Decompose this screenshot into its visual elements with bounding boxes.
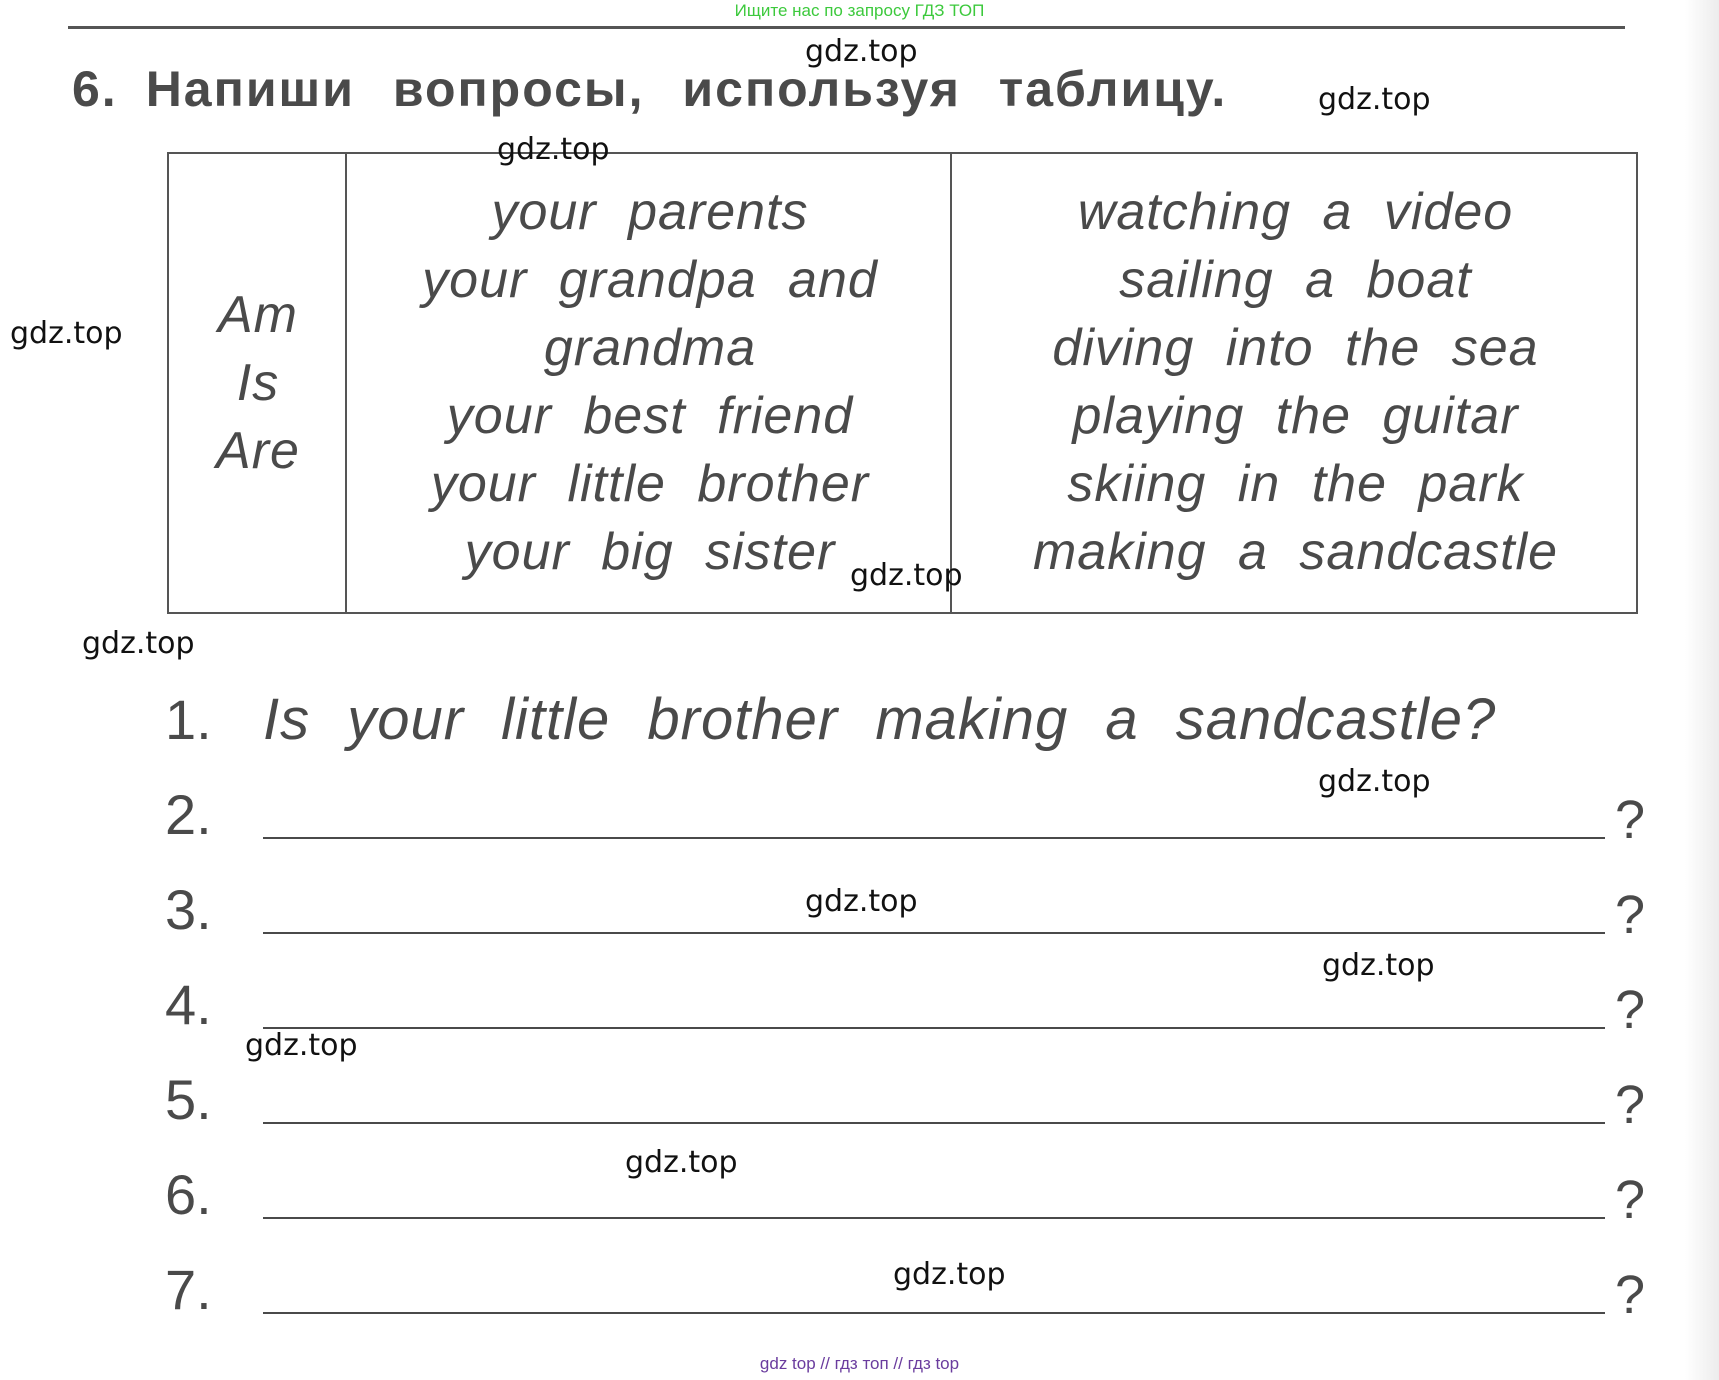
verb-cell: Am — [218, 286, 298, 344]
search-banner[interactable]: Ищите нас по запросу ГДЗ ТОП — [734, 1, 985, 20]
subject-cell: your little brother — [430, 455, 870, 513]
answer-number: 4. — [165, 973, 212, 1036]
verbs-column — [169, 154, 347, 612]
page-edge-shadow — [1685, 0, 1719, 1380]
answer-line[interactable] — [263, 837, 1605, 839]
question-mark: ? — [1614, 1075, 1645, 1135]
subject-cell: your parents — [491, 183, 809, 241]
watermark: gdz.top — [82, 626, 195, 661]
subject-cell: your grandpa and — [422, 251, 878, 309]
answer-line[interactable] — [263, 932, 1605, 934]
action-cell: watching a video — [1077, 183, 1514, 241]
verb-cell: Is — [236, 354, 280, 412]
subject-cell: your best friend — [446, 387, 854, 445]
answer-line[interactable] — [263, 1312, 1605, 1314]
answer-number: 1. — [165, 688, 212, 751]
verb-cell: Are — [216, 422, 300, 480]
answer-number: 3. — [165, 878, 212, 941]
watermark: gdz.top — [1322, 948, 1435, 983]
exercise-heading — [72, 60, 1227, 118]
answer-number: 7. — [165, 1258, 212, 1321]
answer-number: 5. — [165, 1068, 212, 1131]
action-cell: sailing a boat — [1119, 251, 1472, 309]
watermark: gdz.top — [893, 1257, 1006, 1292]
question-mark: ? — [1614, 1265, 1645, 1325]
subject-cell: grandma — [543, 319, 757, 377]
answer-number: 2. — [165, 783, 212, 846]
watermark: gdz.top — [497, 132, 610, 167]
answer-line[interactable] — [263, 1217, 1605, 1219]
watermark: gdz.top — [805, 884, 918, 919]
answer-line[interactable] — [263, 1122, 1605, 1124]
watermark: gdz.top — [850, 558, 963, 593]
action-cell: making a sandcastle — [1032, 523, 1559, 581]
exercise-number: 6. — [72, 61, 118, 117]
answer-row[interactable] — [165, 1040, 1645, 1135]
subject-cell: your big sister — [464, 523, 836, 581]
question-mark: ? — [1614, 790, 1645, 850]
question-mark: ? — [1614, 1170, 1645, 1230]
answer-line[interactable] — [263, 1027, 1605, 1029]
question-mark: ? — [1614, 980, 1645, 1040]
watermark: gdz.top — [625, 1145, 738, 1180]
watermark: gdz.top — [10, 316, 123, 351]
answer-row-sample — [165, 660, 1645, 750]
action-cell: diving into the sea — [1052, 319, 1539, 377]
footer-links[interactable]: gdz top // гдз топ // гдз top — [759, 1354, 960, 1373]
actions-column — [953, 154, 1638, 612]
subjects-column — [349, 154, 951, 612]
answer-number: 6. — [165, 1163, 212, 1226]
action-cell: skiing in the park — [1067, 455, 1524, 513]
watermark: gdz.top — [1318, 82, 1431, 117]
exercise-instruction: Напиши вопросы, используя таблицу. — [145, 61, 1228, 117]
sample-answer: Is your little brother making a sandcastle? — [263, 687, 1497, 752]
watermark: gdz.top — [245, 1028, 358, 1063]
action-cell: playing the guitar — [1072, 387, 1519, 445]
substitution-table — [167, 152, 1638, 614]
watermark: gdz.top — [805, 34, 918, 69]
question-mark: ? — [1614, 885, 1645, 945]
answer-row[interactable] — [165, 1135, 1645, 1230]
header-rule — [68, 26, 1625, 29]
watermark: gdz.top — [1318, 764, 1431, 799]
